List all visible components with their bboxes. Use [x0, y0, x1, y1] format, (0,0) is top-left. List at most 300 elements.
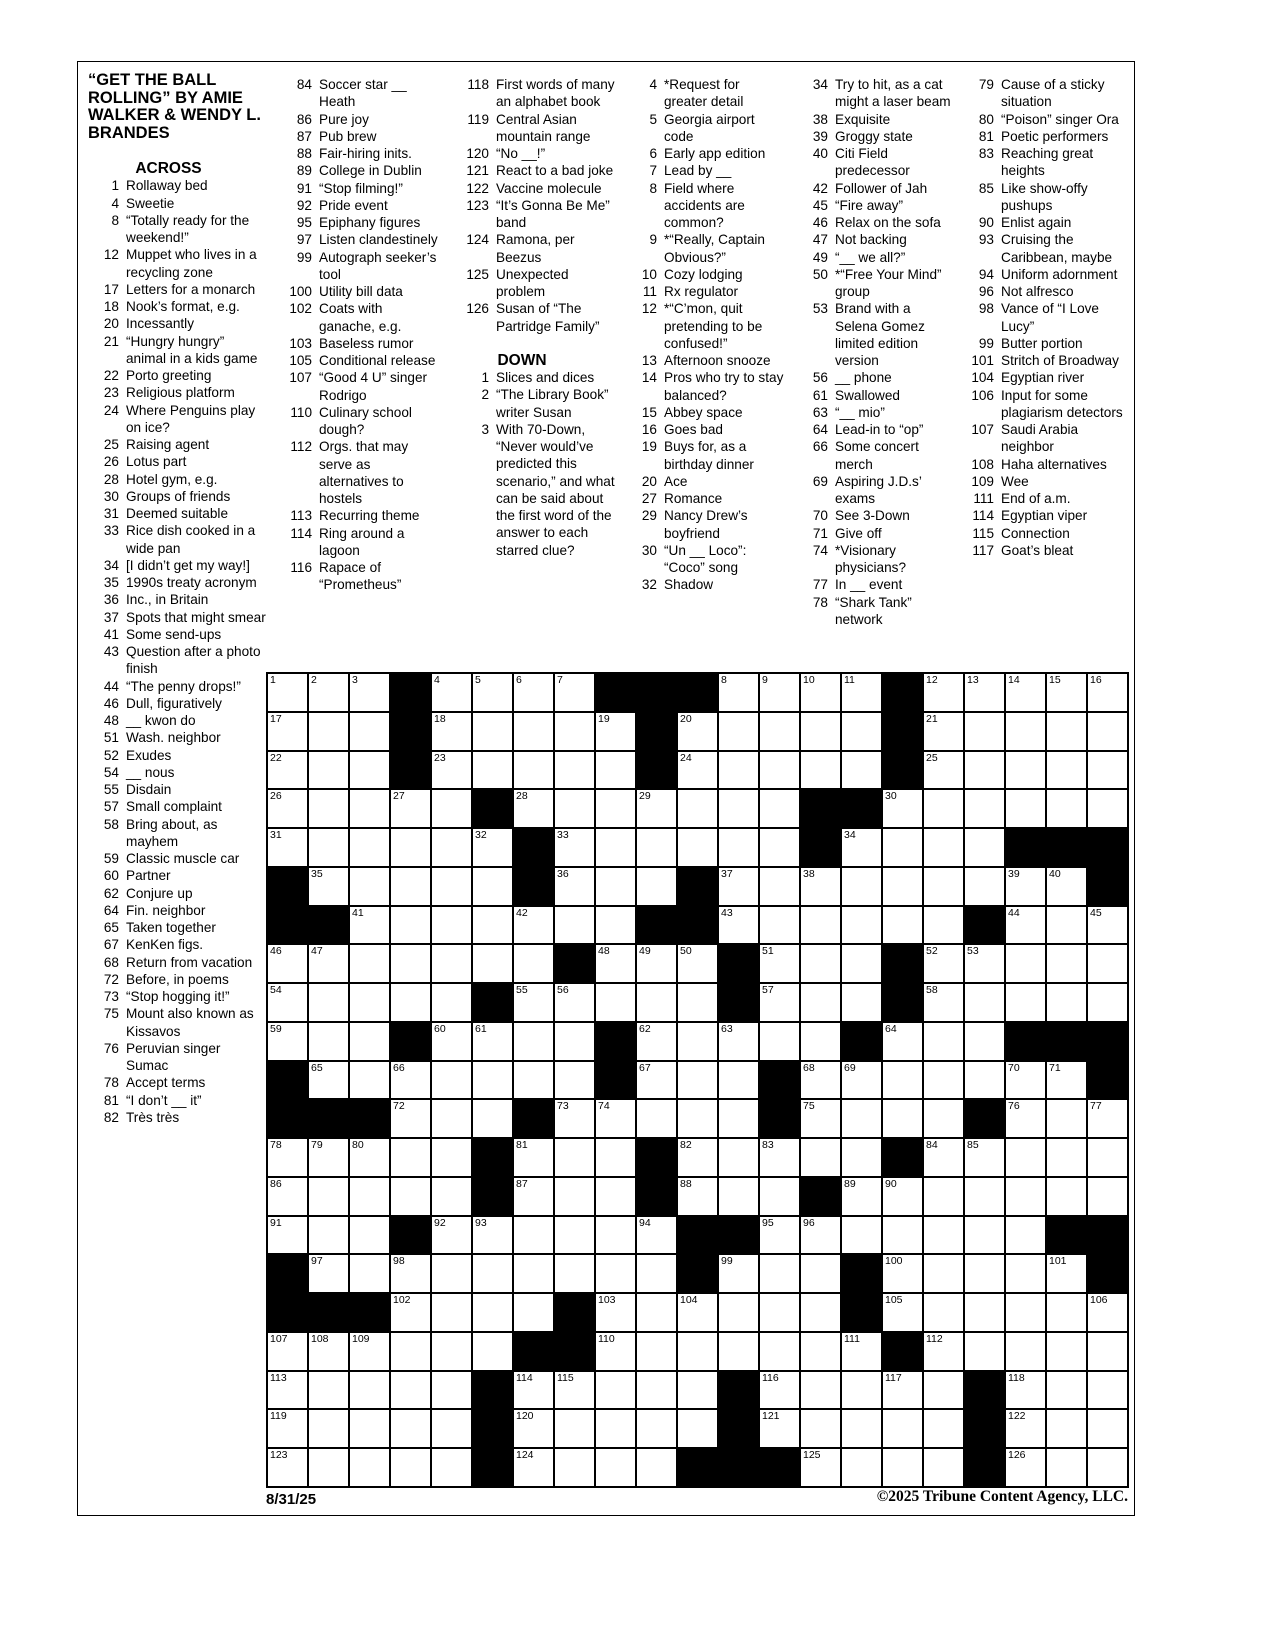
clue-number: 104 [971, 370, 994, 386]
grid-cell [800, 983, 841, 1022]
clue-text: Relax on the sofa [835, 215, 941, 230]
clue [85, 902, 266, 919]
cell-number: 72 [393, 1100, 405, 1113]
black-cell [882, 751, 923, 790]
clue-number: 93 [978, 232, 994, 248]
clue-text: *“Free Your Mind” group [835, 266, 942, 299]
grid-cell [267, 1138, 308, 1177]
clue-text: Reaching great heights [1001, 146, 1094, 179]
clue-text: Brand with a Selena Gomez limited edition version [835, 301, 925, 368]
clue-number: 4 [111, 195, 119, 211]
grid-cell [1087, 673, 1128, 712]
cell-number: 69 [844, 1061, 856, 1074]
grid-cell [472, 906, 513, 945]
clue-text: Like show-offy pushups [1001, 180, 1088, 213]
clue-number: 67 [103, 937, 119, 953]
clue [85, 591, 266, 608]
clue-number: 1 [111, 178, 119, 194]
clue [958, 542, 1129, 559]
cell-number: 58 [926, 984, 938, 997]
cell-number: 64 [885, 1022, 897, 1035]
clue-number: 2 [481, 387, 489, 403]
grid-cell [964, 1138, 1005, 1177]
cell-number: 24 [680, 751, 692, 764]
grid-cell [1046, 906, 1087, 945]
clue [85, 816, 266, 851]
grid-cell [964, 983, 1005, 1022]
clue-number: 28 [103, 471, 119, 487]
clue [617, 162, 785, 179]
grid-cell [677, 789, 718, 828]
clue [617, 300, 785, 352]
grid-cell [431, 712, 472, 751]
grid-cell [718, 1061, 759, 1100]
grid-cell [923, 673, 964, 712]
cell-number: 71 [1049, 1061, 1061, 1074]
black-cell [390, 751, 431, 790]
black-cell [513, 867, 554, 906]
clue-text: “Shark Tank” network [835, 594, 912, 627]
cell-number: 8 [721, 674, 727, 686]
clue [85, 1074, 266, 1091]
clue [958, 335, 1129, 352]
clue-text: Letters for a monarch [126, 281, 256, 297]
grid-cell [267, 983, 308, 1022]
clue-text: Some concert merch [835, 439, 919, 472]
grid-cell [554, 712, 595, 751]
clue-number: 53 [812, 301, 828, 317]
clue-number: 32 [641, 577, 657, 593]
grid-cell [1087, 712, 1128, 751]
black-cell [1046, 1022, 1087, 1061]
clue-text: Goat’s bleat [1001, 542, 1074, 558]
grid-cell [595, 1177, 636, 1216]
black-cell [636, 1138, 677, 1177]
grid-cell [677, 1177, 718, 1216]
grid-cell [308, 1177, 349, 1216]
cell-number: 101 [1049, 1255, 1067, 1268]
clue-number: 114 [290, 525, 312, 541]
grid-cell [267, 751, 308, 790]
black-cell [718, 1448, 759, 1487]
clue [266, 404, 441, 439]
grid-cell [308, 789, 349, 828]
grid-cell [882, 1409, 923, 1448]
clue [85, 867, 266, 884]
grid-cell [964, 673, 1005, 712]
clue [443, 300, 615, 335]
clue-text: Partner [126, 868, 171, 884]
grid-cell [1005, 1138, 1046, 1177]
clue [443, 162, 615, 179]
clue-text: Citi Field predecessor [835, 146, 910, 179]
clue-text: Uniform adornment [1001, 266, 1118, 282]
clue [958, 111, 1129, 128]
clue [85, 436, 266, 453]
grid-cell [554, 1448, 595, 1487]
clue-text: Orgs. that may serve as alternatives to hostels [319, 439, 409, 506]
clue-number: 112 [290, 439, 312, 455]
clue-text: Buys for, as a birthday dinner [664, 439, 754, 472]
grid-cell [1005, 1254, 1046, 1293]
clue-text: Bring about, as mayhem [126, 816, 218, 849]
grid-cell [554, 1138, 595, 1177]
grid-cell [882, 828, 923, 867]
grid-cell [718, 751, 759, 790]
clue [266, 283, 441, 300]
grid-cell [759, 673, 800, 712]
clue-text: “Good 4 U” singer Rodrigo [319, 370, 428, 403]
clue-number: 48 [103, 713, 119, 728]
grid-cell [431, 751, 472, 790]
grid-cell [964, 712, 1005, 751]
grid-cell [964, 1332, 1005, 1371]
grid-cell [513, 1216, 554, 1255]
grid-cell [923, 712, 964, 751]
grid-cell [472, 1332, 513, 1371]
black-cell [1046, 1216, 1087, 1255]
clue-number: 99 [296, 249, 312, 265]
grid-cell [431, 1254, 472, 1293]
clue-number: 99 [978, 335, 994, 351]
black-cell [308, 906, 349, 945]
grid-cell [677, 1061, 718, 1100]
grid-cell [431, 673, 472, 712]
cell-number: 35 [311, 867, 323, 880]
black-cell [800, 828, 841, 867]
grid-cell [1046, 1138, 1087, 1177]
grid-cell [800, 1254, 841, 1293]
black-cell [1087, 1216, 1128, 1255]
grid-cell [595, 1371, 636, 1410]
grid-cell [513, 906, 554, 945]
cell-number: 87 [516, 1177, 528, 1190]
grid-cell [882, 867, 923, 906]
cell-number: 116 [762, 1371, 779, 1384]
clue [958, 231, 1129, 266]
grid-cell [759, 1332, 800, 1371]
clue-number: 6 [649, 146, 657, 161]
cell-number: 59 [270, 1022, 282, 1035]
grid-cell [308, 1254, 349, 1293]
clue-text: Utility bill data [319, 284, 403, 299]
cell-number: 29 [639, 790, 651, 803]
grid-cell [1005, 983, 1046, 1022]
cell-number: 38 [803, 867, 815, 880]
clue-number: 22 [103, 368, 119, 383]
grid-cell [1005, 1216, 1046, 1255]
clue-text: In __ event [835, 577, 903, 593]
grid-cell [800, 1371, 841, 1410]
black-cell [636, 1177, 677, 1216]
grid-cell [759, 1177, 800, 1216]
clue [617, 266, 785, 283]
cell-number: 20 [680, 712, 692, 725]
clue [85, 505, 266, 522]
grid-cell [1046, 1177, 1087, 1216]
grid-cell [636, 944, 677, 983]
grid-cell [800, 944, 841, 983]
clue [443, 197, 615, 232]
clue-text: Nook’s format, e.g. [126, 299, 240, 314]
grid-cell [636, 1061, 677, 1100]
clue-number: 13 [641, 353, 657, 368]
grid-cell [513, 1448, 554, 1487]
grid-cell [554, 1254, 595, 1293]
black-cell [759, 1061, 800, 1100]
grid-cell [800, 1409, 841, 1448]
clue-text: Pure joy [319, 111, 369, 127]
grid-cell [267, 712, 308, 751]
clue-number: 41 [103, 626, 119, 642]
cell-number: 95 [762, 1216, 774, 1229]
cell-number: 12 [926, 674, 938, 686]
grid-cell [1087, 983, 1128, 1022]
clue-number: 5 [649, 111, 657, 127]
clue-text: Cozy lodging [664, 266, 743, 282]
clue-text: Fin. neighbor [126, 902, 206, 918]
black-cell [472, 1177, 513, 1216]
clue [617, 231, 785, 266]
clue-text: Deemed suitable [126, 506, 229, 521]
black-cell [267, 1293, 308, 1332]
grid-cell [267, 828, 308, 867]
grid-cell [923, 944, 964, 983]
clue [958, 421, 1129, 456]
clue [790, 300, 956, 369]
clue [266, 76, 441, 111]
grid-cell [1005, 1371, 1046, 1410]
cell-number: 33 [557, 829, 569, 842]
grid-cell [759, 1022, 800, 1061]
clue-number: 16 [641, 422, 657, 437]
clue [85, 488, 266, 505]
grid-cell [1046, 1409, 1087, 1448]
grid-cell [841, 1177, 882, 1216]
clue-number: 63 [812, 404, 828, 420]
grid-cell [431, 1216, 472, 1255]
grid-cell [390, 983, 431, 1022]
clue [617, 111, 785, 146]
grid-cell [923, 751, 964, 790]
cell-number: 84 [926, 1139, 938, 1152]
cell-number: 57 [762, 984, 774, 997]
clue [617, 76, 785, 111]
clue-text: Susan of “The Partridge Family” [496, 301, 600, 334]
grid-cell [308, 983, 349, 1022]
cell-number: 97 [311, 1255, 323, 1268]
black-cell [964, 1448, 1005, 1487]
clue-number: 119 [467, 111, 489, 127]
grid-cell [718, 712, 759, 751]
clue [85, 954, 266, 971]
grid-cell [1087, 751, 1128, 790]
clue-number: 11 [642, 284, 657, 299]
black-cell [677, 1448, 718, 1487]
clue-number: 81 [103, 1092, 119, 1108]
cell-number: 34 [844, 829, 856, 842]
clue-text: Goes bad [664, 422, 723, 437]
clue [85, 798, 266, 815]
clue [790, 197, 956, 214]
clue-number: 100 [289, 284, 312, 299]
grid-cell [308, 1409, 349, 1448]
grid-cell [882, 1061, 923, 1100]
cell-number: 30 [885, 790, 897, 803]
clue-text: __ nous [126, 764, 175, 780]
clue-number: 89 [296, 163, 312, 179]
clue-number: 56 [812, 370, 828, 386]
cell-number: 2 [311, 674, 317, 686]
clue-number: 110 [290, 404, 312, 420]
grid-cell [595, 789, 636, 828]
clue [790, 473, 956, 508]
grid-cell [349, 828, 390, 867]
clue-text: Fair-hiring inits. [319, 146, 412, 161]
clue-number: 126 [466, 301, 489, 317]
down-header: DOWN [497, 351, 547, 369]
grid-cell [759, 751, 800, 790]
grid-cell [349, 1371, 390, 1410]
cell-number: 78 [270, 1139, 282, 1152]
clue-text: Groups of friends [126, 488, 231, 504]
black-cell [718, 1371, 759, 1410]
clue-text: Mount also known as Kissavos [126, 1006, 254, 1039]
clue [617, 352, 785, 369]
grid-cell [308, 673, 349, 712]
grid-cell [595, 944, 636, 983]
clue-text: Dull, figuratively [126, 695, 222, 711]
clue-text: Afternoon snooze [664, 353, 771, 368]
black-cell [349, 1099, 390, 1138]
cell-number: 123 [270, 1449, 288, 1462]
black-cell [800, 1177, 841, 1216]
clue-number: 23 [103, 385, 119, 401]
grid-cell [841, 1061, 882, 1100]
clue-number: 124 [466, 232, 489, 248]
grid-cell [800, 867, 841, 906]
grid-cell [554, 1061, 595, 1100]
grid-cell [554, 1022, 595, 1061]
grid-cell [308, 751, 349, 790]
cell-number: 113 [270, 1371, 287, 1384]
black-cell [882, 1332, 923, 1371]
clue-text: Hotel gym, e.g. [126, 471, 218, 487]
clue-number: 71 [812, 525, 828, 541]
clue-text: Not alfresco [1001, 284, 1074, 299]
grid-cell [390, 867, 431, 906]
grid-cell [1087, 789, 1128, 828]
clue [266, 145, 441, 162]
clue [790, 214, 956, 231]
clue [958, 473, 1129, 490]
clue-number: 109 [971, 473, 994, 489]
grid-cell [513, 1371, 554, 1410]
clue-text: Wee [1001, 473, 1029, 489]
grid-cell [882, 1022, 923, 1061]
clue [617, 180, 785, 232]
clue [790, 525, 956, 542]
clue [266, 231, 441, 248]
clue-text: Try to hit, as a cat might a laser beam [835, 77, 951, 110]
grid-cell [759, 1138, 800, 1177]
cell-number: 99 [721, 1255, 733, 1268]
cell-number: 55 [516, 984, 528, 997]
clue [790, 438, 956, 473]
cell-number: 68 [803, 1061, 815, 1074]
clue-column-across-2 [266, 76, 441, 594]
clue [266, 352, 441, 369]
grid-cell [1005, 1099, 1046, 1138]
grid-cell [349, 867, 390, 906]
grid-cell [636, 828, 677, 867]
clue [958, 456, 1129, 473]
grid-cell [390, 1332, 431, 1371]
grid-cell [595, 867, 636, 906]
grid-cell [595, 1332, 636, 1371]
clue-number: 54 [103, 764, 119, 780]
clue-text: Aspiring J.D.s’ exams [835, 473, 922, 506]
clue-number: 107 [289, 370, 312, 386]
clue-number: 30 [641, 542, 657, 558]
cell-number: 122 [1008, 1410, 1026, 1423]
grid-cell [800, 1022, 841, 1061]
clue-text: Lead-in to “op” [835, 422, 924, 437]
grid-cell [677, 1371, 718, 1410]
clue [266, 111, 441, 128]
clue-text: Epiphany figures [319, 215, 421, 230]
grid-cell [677, 983, 718, 1022]
clue-text: Saudi Arabia neighbor [1001, 422, 1079, 455]
grid-cell [800, 673, 841, 712]
grid-cell [1046, 751, 1087, 790]
grid-cell [718, 1293, 759, 1332]
clue-text: Soccer star __ Heath [319, 77, 407, 110]
clue-text: [I didn’t get my way!] [126, 557, 250, 573]
black-cell [759, 1448, 800, 1487]
clue-text: Follower of Jah [835, 180, 928, 196]
grid-cell [636, 1254, 677, 1293]
black-cell [964, 1099, 1005, 1138]
clue [790, 404, 956, 421]
clue-text: *“C’mon, quit pretending to be confused!” [664, 301, 763, 351]
clue-text: Recurring theme [319, 508, 420, 524]
clue [266, 438, 441, 507]
cell-number: 80 [352, 1139, 364, 1152]
grid-cell [759, 712, 800, 751]
grid-cell [349, 751, 390, 790]
black-cell [677, 867, 718, 906]
grid-cell [431, 983, 472, 1022]
clue-number: 101 [971, 353, 994, 368]
grid-cell [267, 1409, 308, 1448]
clue [85, 678, 266, 695]
black-cell [472, 1138, 513, 1177]
grid-cell [800, 1216, 841, 1255]
clue-number: 78 [812, 594, 828, 610]
cell-number: 86 [270, 1177, 282, 1190]
grid-cell [595, 1254, 636, 1293]
grid-cell [841, 712, 882, 751]
clue-number: 39 [812, 128, 828, 144]
clue-number: 122 [466, 180, 489, 196]
grid-cell [882, 906, 923, 945]
puzzle-title: “GET THE BALL ROLLING” BY AMIE WALKER & WENDY L. BRANDES [88, 71, 261, 142]
clue-number: 90 [978, 215, 994, 230]
clue-text: Input for some plagiarism detectors [1001, 387, 1123, 420]
grid-cell [267, 789, 308, 828]
clue-number: 10 [641, 266, 657, 282]
